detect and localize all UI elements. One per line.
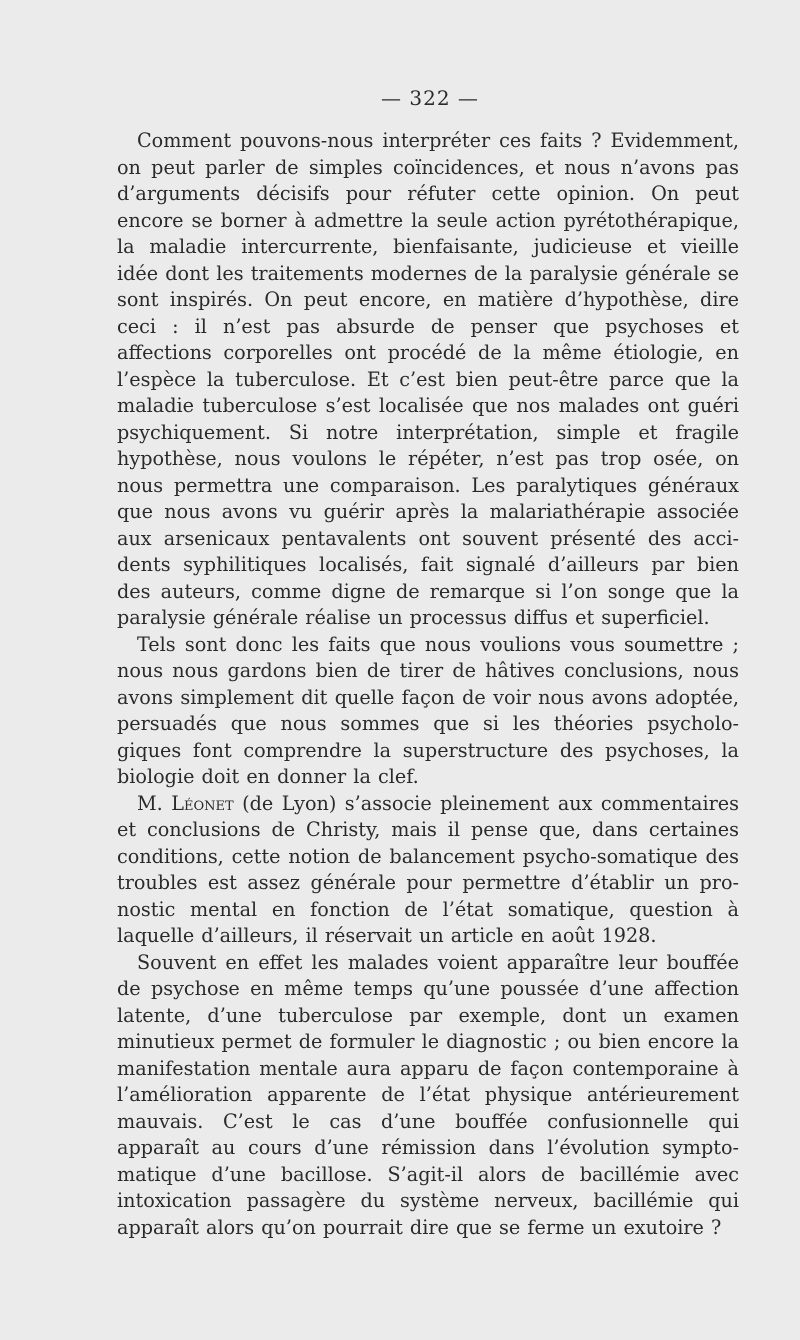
paragraph-3: [117, 791, 739, 950]
paragraph-2: Tels sont donc les faits que nous voulions vous soumettre ; nous nous gardons bien de tirer de hâtives conclusions, nous avons simplement dit quelle façon de voir nous avons adoptée, persuadés que nous sommes que si les théories psychologiques font comprendre la superstructure des psychoses, la biologie doit en donner la clef.: [117, 632, 739, 788]
speaker-name: Léonet: [171, 791, 234, 815]
page-number: — 322 —: [381, 86, 479, 110]
paragraph-4: Souvent en effet les malades voient apparaître leur bouffée de psychose en même temps qu’une poussée d’une affection latente, d’une tuberculose par exemple, dont un examen minutieux permet de formuler le diagnostic ; ou bien encore la manifestation mentale aura apparu de façon contemporaine à l’amélioration apparente de l’état physique antérieurement mauvais. C’est le cas d’une bouffée confusionnelle qui apparaît au cours d’une rémission dans l’évolution symptomatique d’une bacillose. S’agit-il alors de bacillémie avec intoxication passagère du système nerveux, bacillémie qui apparaît alors qu’on pourrait dire que se ferme un exutoire ?: [117, 950, 739, 1239]
paragraph-1: Comment pouvons-nous interpréter ces faits ? Evidemment, on peut parler de simples coïncidences, et nous n’avons pas d’arguments décisifs pour réfuter cette opinion. On peut encore se borner à admettre la seule action pyrétothérapique, la maladie intercurrente, bienfaisante, judicieuse et vieille idée dont les traitements modernes de la paralysie générale se sont inspirés. On peut encore, en matière d’hypothèse, dire ceci : il n’est pas absurde de penser que psychoses et affections corporelles ont procédé de la même étiologie, en l’espèce la tuberculose. Et c’est bien peut-être parce que la maladie tuberculose s’est localisée que nos malades ont guéri psychiquement. Si notre interprétation, simple et fragile hypothèse, nous voulons le répéter, n’est pas trop osée, on nous permettra une comparaison. Les paralytiques généraux que nous avons vu guérir après la malariathérapie associée aux arsenicaux pentavalents ont souvent présenté des accidents syphilitiques localisés, fait signalé d’ailleurs par bien des auteurs, comme digne de remarque si l’on songe que la paralysie générale réalise un processus diffus et superficiel.: [117, 129, 739, 629]
paragraph-3-text: (de Lyon) s’associe pleinement aux commentaires et conclusions de Christy, mais il pense que, dans certaines conditions, cette notion de balancement psycho-somatique des troubles est assez générale pour permettre d’établir un pronostic mental en fonction de l’état somatique, question à laquelle d’ailleurs, il réservait un article en août 1928.: [117, 791, 739, 947]
body-text: [117, 128, 739, 1241]
speaker-prefix: M.: [137, 791, 172, 815]
